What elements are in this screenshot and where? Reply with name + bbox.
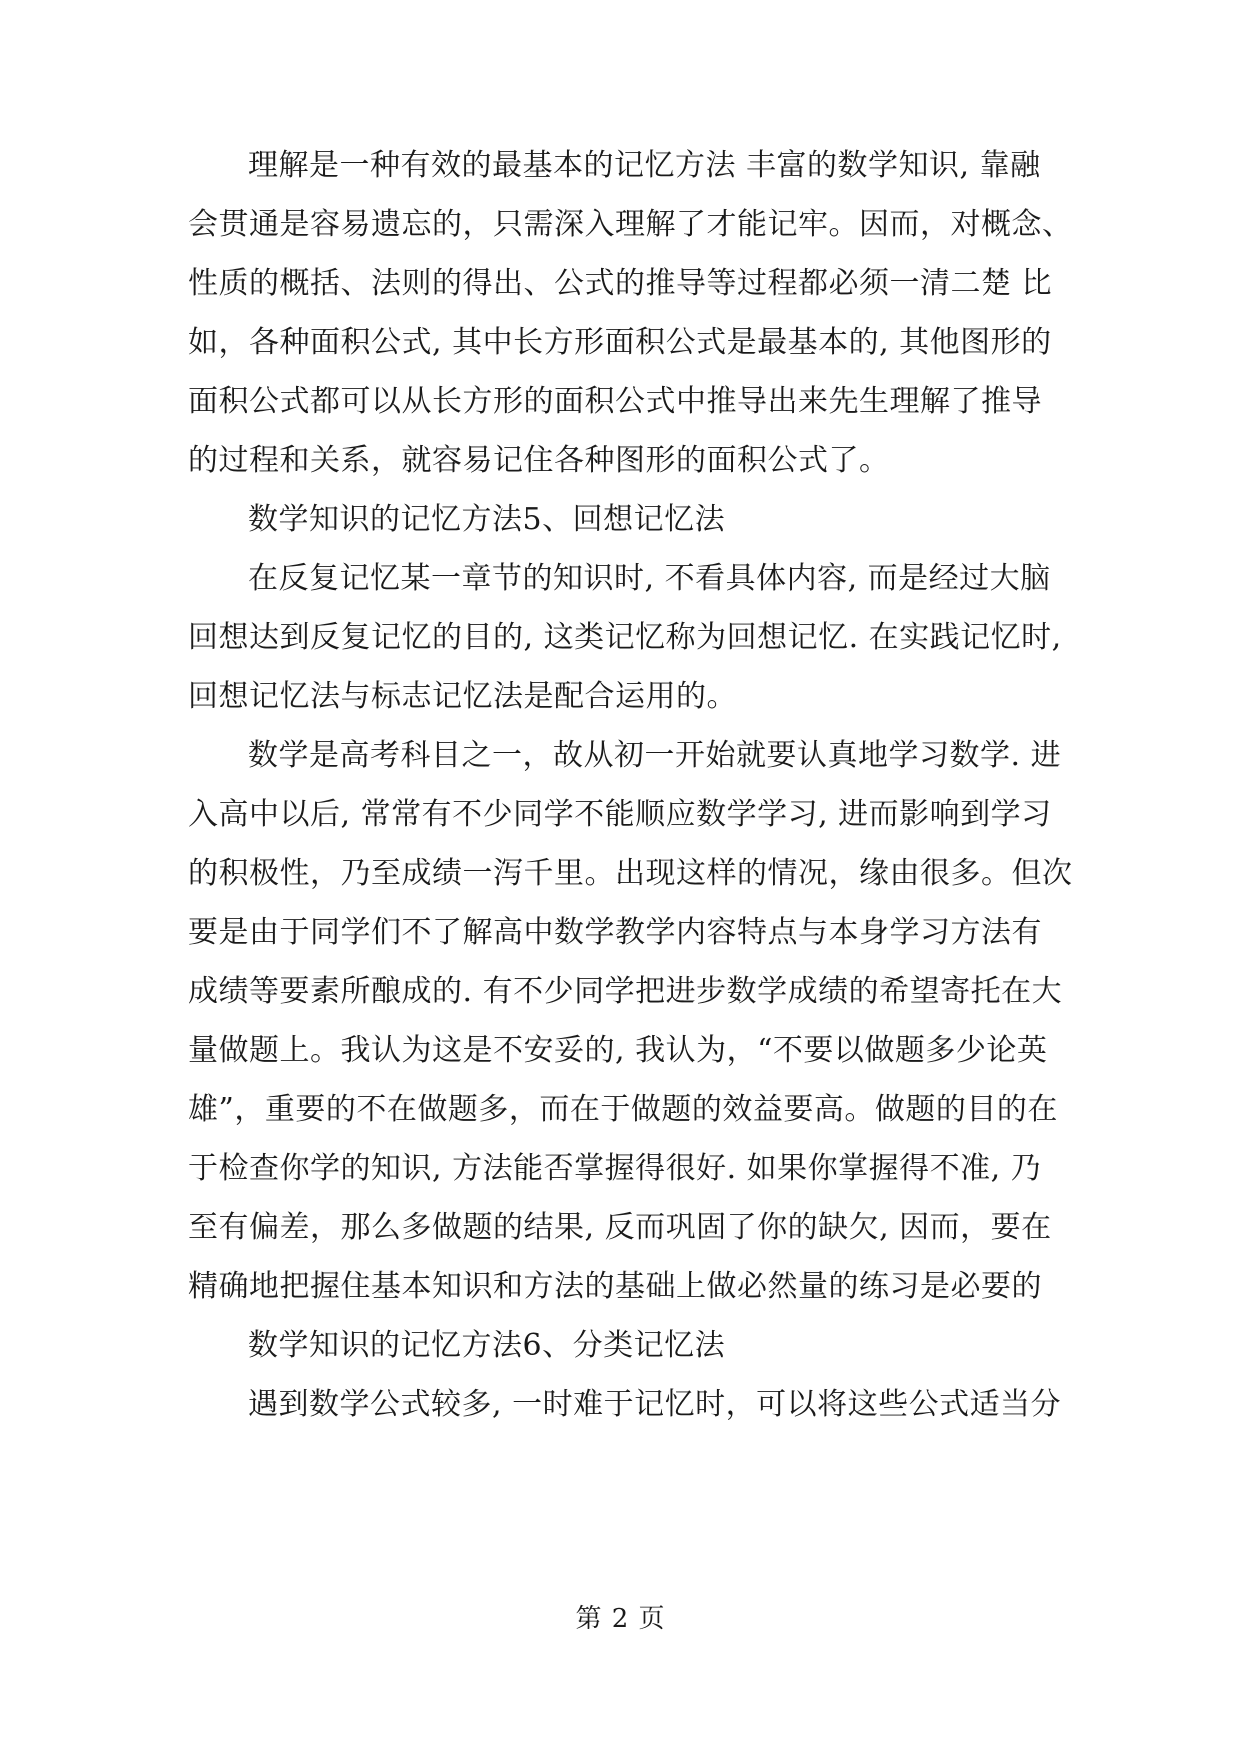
paragraph-line: 回想记忆法与标志记忆法是配合运用的。: [188, 679, 737, 714]
paragraph-line: 于检查你学的知识, 方法能否掌握得很好. 如果你掌握得不准, 乃: [188, 1151, 1042, 1186]
paragraph-line: 的积极性，乃至成绩一泻千里。出现这样的情况，缘由很多。但次: [188, 856, 1073, 891]
paragraph-line: 会贯通是容易遗忘的，只需深入理解了才能记牢。因而，对概念、: [188, 207, 1073, 242]
paragraph-line: 如，各种面积公式, 其中长方形面积公式是最基本的, 其他图形的: [188, 325, 1052, 360]
paragraph-line: 回想达到反复记忆的目的, 这类记忆称为回想记忆. 在实践记忆时,: [188, 620, 1062, 655]
paragraph-line: 性质的概括、法则的得出、公式的推导等过程都必须一清二楚 比: [188, 266, 1053, 301]
paragraph-line: 遇到数学公式较多, 一时难于记忆时，可以将这些公式适当分: [248, 1387, 1062, 1422]
paragraph-line: 雄”，重要的不在做题多，而在于做题的效益要高。做题的目的在: [188, 1092, 1058, 1127]
paragraph-line: 数学是高考科目之一，故从初一开始就要认真地学习数学. 进: [248, 738, 1062, 773]
section-heading: 数学知识的记忆方法5、回想记忆法: [248, 502, 726, 537]
paragraph-line: 要是由于同学们不了解高中数学教学内容特点与本身学习方法有: [188, 915, 1042, 950]
paragraph-line: 的过程和关系，就容易记住各种图形的面积公式了。: [188, 443, 890, 478]
paragraph-line: 成绩等要素所酿成的. 有不少同学把进步数学成绩的希望寄托在大: [188, 974, 1063, 1009]
page-number-footer: 第 2 页: [575, 1604, 666, 1634]
paragraph-line: 在反复记忆某一章节的知识时, 不看具体内容, 而是经过大脑: [248, 561, 1051, 596]
paragraph-line: 至有偏差，那么多做题的结果, 反而巩固了你的缺欠, 因而，要在: [188, 1210, 1052, 1245]
paragraph-line: 量做题上。我认为这是不安妥的, 我认为，“不要以做题多少论英: [188, 1033, 1048, 1068]
section-heading: 数学知识的记忆方法6、分类记忆法: [248, 1328, 726, 1363]
paragraph-line: 精确地把握住基本知识和方法的基础上做必然量的练习是必要的: [188, 1269, 1042, 1304]
paragraph-line: 入高中以后, 常常有不少同学不能顺应数学学习, 进而影响到学习: [188, 797, 1052, 832]
paragraph-line: 面积公式都可以从长方形的面积公式中推导出来先生理解了推导: [188, 384, 1042, 419]
paragraph-line: 理解是一种有效的最基本的记忆方法 丰富的数学知识, 靠融: [248, 148, 1041, 183]
